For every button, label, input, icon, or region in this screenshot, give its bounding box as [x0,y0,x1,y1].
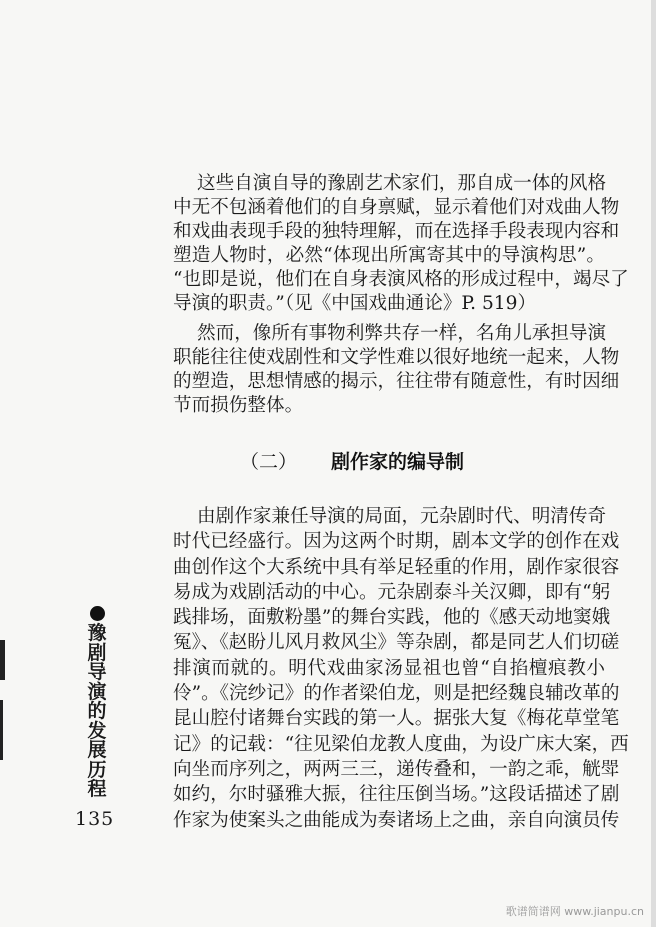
text-line: 践排场，面敷粉墨”的舞台实践，他的《感天动地窦娥 [173,607,611,629]
text-line: 如约，尔时骚雅大振，往往压倒当场。”这段话描述了剧 [173,784,620,806]
scan-artifact [0,700,3,760]
text-line: 时代已经盛行。因为这两个时期，剧本文学的创作在戏 [173,531,620,553]
watermark: 歌谱简谱网 www.jianpu.cn [505,905,644,918]
text-line: 塑造人物时，必然“体现出所寓寄其中的导演构思”。 [173,245,605,266]
text-line: 昆山腔付诸舞台实践的第一人。据张大复《梅花草堂笔 [173,708,620,730]
text-line: 伶”。《浣纱记》的作者梁伯龙，则是把经魏良辅改革的 [173,683,620,705]
text-line: 曲创作这个大系统中具有举足轻重的作用，剧作家很容 [173,556,620,578]
text-line: 中无不包涵着他们的自身禀赋，显示着他们对戏曲人物 [173,197,620,218]
text-line: 和戏曲表现手段的独特理解，而在选择手段表现内容和 [173,221,620,242]
section-heading [240,450,464,474]
running-title [86,604,108,800]
text-line: 导演的职责。”（见《中国戏曲通论》P. 519） [173,293,537,314]
text-line: 节而损伤整体。 [173,395,304,416]
paragraph-2 [173,322,620,418]
text-line: 职能往往使戏剧性和文学性难以很好地统一起来，人物 [173,347,620,368]
text-line: 记》的记载：“往见梁伯龙教人度曲，为设广床大案，西 [173,733,629,755]
bullet-icon [90,606,105,621]
text-line: 这些自演自导的豫剧艺术家们，那自成一体的风格 [197,173,607,194]
text-line: 易成为戏剧活动的中心。元杂剧泰斗关汉卿，即有“躬 [173,581,611,603]
text-line: 然而，像所有事物利弊共存一样，名角儿承担导演 [197,323,607,344]
text-line: 的塑造，思想情感的揭示，往往带有随意性，有时因细 [173,371,620,392]
paragraph-3 [173,504,629,833]
scan-artifact [0,640,5,680]
scan-edge [651,0,656,927]
text-line: “也即是说，他们在自身表演风格的形成过程中，竭尽了 [173,269,629,290]
text-line: 向坐而序列之，两两三三，递传叠和，一韵之乖，觥斝 [173,758,620,780]
text-line: 由剧作家兼任导演的局面，元杂剧时代、明清传奇 [197,506,607,527]
paragraph-1 [173,172,629,316]
page-number: 135 [75,808,115,830]
text-line: 排演而就的。明代戏曲家汤显祖也曾“自掐檀痕教小 [173,657,605,679]
section-title: 剧作家的编导制 [331,451,465,473]
running-title-text: 豫剧导演的发展历程 [87,622,107,800]
text-line: 作家为使案头之曲能成为奏诸场上之曲，亲自向演员传 [173,809,620,831]
section-number: （二） [240,451,298,473]
text-line: 冤》、《赵盼儿风月救风尘》等杂剧，都是同艺人们切磋 [173,632,620,654]
